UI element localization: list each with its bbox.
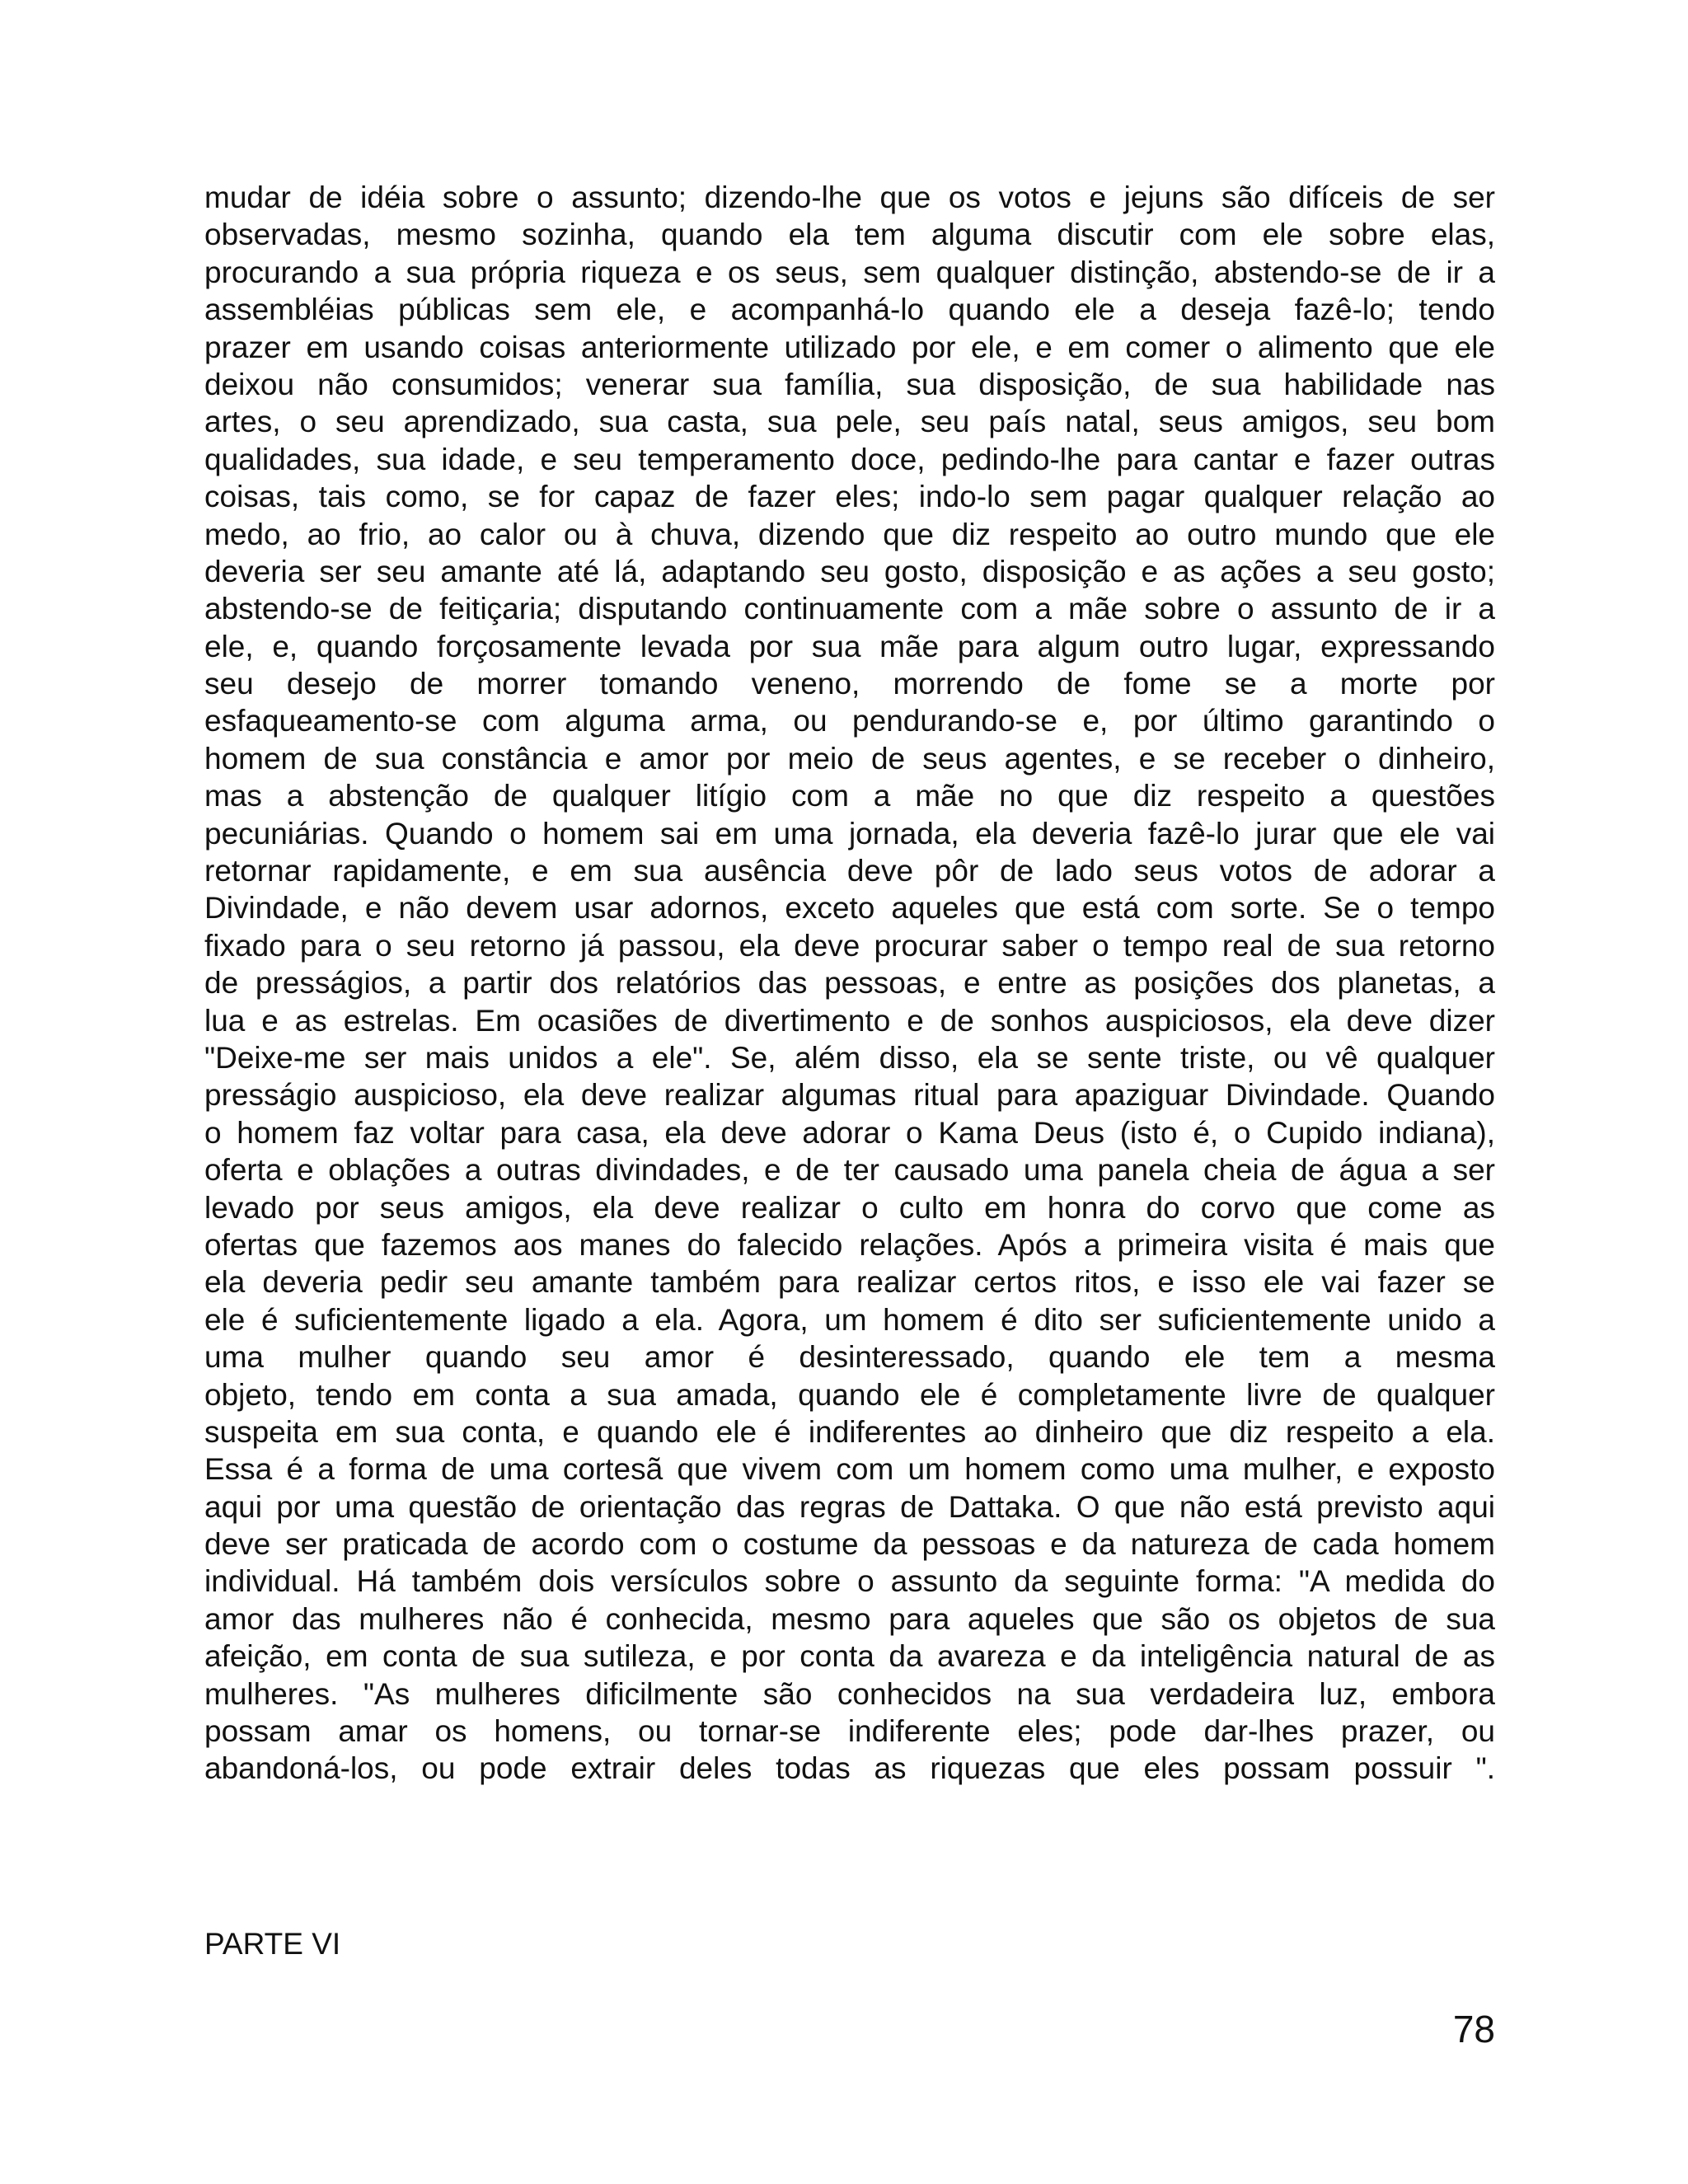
text-line: abstendo-se de feitiçaria; disputando continuamente com a mãe sobre o assunto de ir a [204, 592, 1495, 626]
text-line: individual. Há também dois versículos sobre o assunto da seguinte forma: "A medida do [204, 1564, 1495, 1599]
text-line: presságio auspicioso, ela deve realizar algumas ritual para apaziguar Divindade. Quando [204, 1078, 1495, 1113]
text-line: ele é suficientemente ligado a ela. Agora, um homem é dito ser suficientemente unido a [204, 1302, 1495, 1337]
text-line: homem de sua constância e amor por meio de seus agentes, e se receber o dinheiro, [204, 741, 1495, 776]
text-line: procurando a sua própria riqueza e os seus, sem qualquer distinção, abstendo-se de ir a [204, 255, 1495, 289]
text-line: uma mulher quando seu amor é desinteressado, quando ele tem a mesma [204, 1340, 1495, 1375]
text-line: Essa é a forma de uma cortesã que vivem com um homem como uma mulher, e exposto [204, 1452, 1495, 1487]
text-line: coisas, tais como, se for capaz de fazer eles; indo-lo sem pagar qualquer relação ao [204, 480, 1495, 514]
text-line: levado por seus amigos, ela deve realizar o culto em honra do corvo que come as [204, 1190, 1495, 1225]
text-line: ela deveria pedir seu amante também para realizar certos ritos, e isso ele vai fazer se [204, 1265, 1495, 1300]
text-line: Divindade, e não devem usar adornos, exceto aqueles que está com sorte. Se o tempo [204, 891, 1495, 926]
text-line: mulheres. "As mulheres dificilmente são conhecidos na sua verdadeira luz, embora [204, 1676, 1495, 1711]
text-line: suspeita em sua conta, e quando ele é indiferentes ao dinheiro que diz respeito a ela. [204, 1414, 1495, 1449]
text-line: o homem faz voltar para casa, ela deve adorar o Kama Deus (isto é, o Cupido indiana), [204, 1115, 1495, 1150]
text-line: medo, ao frio, ao calor ou à chuva, dizendo que diz respeito ao outro mundo que ele [204, 517, 1495, 551]
text-line: mudar de idéia sobre o assunto; dizendo-lhe que os votos e jejuns são difíceis de ser [204, 180, 1495, 214]
text-line: ofertas que fazemos aos manes do falecido relações. Após a primeira visita é mais que [204, 1227, 1495, 1262]
text-line: mas a abstenção de qualquer litígio com a mãe no que diz respeito a questões [204, 779, 1495, 813]
text-line: artes, o seu aprendizado, sua casta, sua pele, seu país natal, seus amigos, seu bom [204, 405, 1495, 439]
text-line: possam amar os homens, ou tornar-se indiferente eles; pode dar-lhes prazer, ou [204, 1714, 1495, 1749]
text-line: abandoná-los, ou pode extrair deles todas as riquezas que eles possam possuir ". [204, 1751, 1495, 1786]
text-line: aqui por uma questão de orientação das regras de Dattaka. O que não está previsto aqui [204, 1489, 1495, 1524]
text-line: deve ser praticada de acordo com o costume da pessoas e da natureza de cada homem [204, 1527, 1495, 1562]
text-line: objeto, tendo em conta a sua amada, quando ele é completamente livre de qualquer [204, 1377, 1495, 1412]
text-line: deixou não consumidos; venerar sua família, sua disposição, de sua habilidade nas [204, 367, 1495, 401]
text-line: deveria ser seu amante até lá, adaptando seu gosto, disposição e as ações a seu gosto; [204, 554, 1495, 588]
text-line: de presságios, a partir dos relatórios das pessoas, e entre as posições dos planetas, a [204, 966, 1495, 1001]
page-number: 78 [1452, 2008, 1495, 2050]
text-line: lua e as estrelas. Em ocasiões de divertimento e de sonhos auspiciosos, ela deve dizer [204, 1003, 1495, 1038]
text-line: retornar rapidamente, e em sua ausência deve pôr de lado seus votos de adorar a [204, 854, 1495, 888]
text-line: assembléias públicas sem ele, e acompanhá-lo quando ele a deseja fazê-lo; tendo [204, 293, 1495, 327]
text-line: qualidades, sua idade, e seu temperamento doce, pedindo-lhe para cantar e fazer outras [204, 442, 1495, 476]
text-line: esfaqueamento-se com alguma arma, ou pendurando-se e, por último garantindo o [204, 704, 1495, 738]
text-line: fixado para o seu retorno já passou, ela deve procurar saber o tempo real de sua retorno [204, 928, 1495, 963]
text-line: ele, e, quando forçosamente levada por sua mãe para algum outro lugar, expressando [204, 629, 1495, 663]
text-line: "Deixe-me ser mais unidos a ele". Se, além disso, ela se sente triste, ou vê qualquer [204, 1040, 1495, 1075]
text-line: prazer em usando coisas anteriormente utilizado por ele, e em comer o alimento que ele [204, 330, 1495, 364]
body-text [204, 179, 1495, 1788]
text-line: observadas, mesmo sozinha, quando ela tem alguma discutir com ele sobre elas, [204, 218, 1495, 252]
section-heading: PARTE VI [204, 1927, 341, 1961]
text-line: pecuniárias. Quando o homem sai em uma jornada, ela deveria fazê-lo jurar que ele vai [204, 816, 1495, 851]
text-line: amor das mulheres não é conhecida, mesmo para aqueles que são os objetos de sua [204, 1601, 1495, 1636]
text-line: afeição, em conta de sua sutileza, e por conta da avareza e da inteligência natural de as [204, 1639, 1495, 1674]
text-line: seu desejo de morrer tomando veneno, morrendo de fome se a morte por [204, 667, 1495, 701]
text-line: oferta e oblações a outras divindades, e de ter causado uma panela cheia de água a ser [204, 1153, 1495, 1188]
